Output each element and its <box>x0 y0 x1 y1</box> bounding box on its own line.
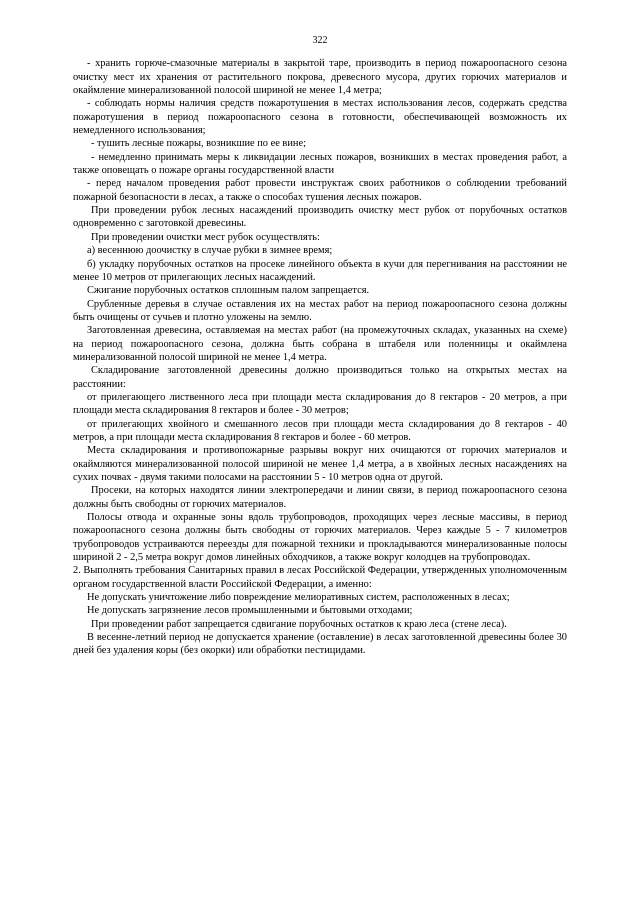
paragraph-item-a: а) весеннюю доочистку в случае рубки в зимнее время; <box>87 245 333 257</box>
paragraph-pollution: Не допускать загрязнение лесов промышленными и бытовыми отходами; <box>87 605 413 617</box>
paragraph-residue-shifting: При проведении работ запрещается сдвигание порубочных остатков к краю леса (стене леса). <box>91 618 507 630</box>
paragraph-pipelines: Полосы отвода и охранные зоны вдоль трубопроводов, проходящих через лесные массивы, в период пожароопасного сезона должны быть свободны от горючих материалов. Через каждые 5 - 7 километров трубопроводов устраиваются переезды для пожарной техники и прокладываются минерализованные полосы шириной 2 - 2,5 метра вокруг домов линейных обходчиков, а также вокруг колодцев на трубопроводах. <box>73 512 567 564</box>
paragraph-felled-trees: Срубленные деревья в случае оставления их на местах работ на период пожароопасного сезона должны быть очищены от сучьев и плотно уложены на землю. <box>73 298 567 323</box>
paragraph-melioration: Не допускать уничтожение либо повреждение мелиоративных систем, расположенных в лесах; <box>87 592 510 604</box>
paragraph-cutting-cleanup: При проведении рубок лесных насаждений производить очистку мест рубок от порубочных остатков одновременно с заготовкой древесины. <box>73 205 567 230</box>
paragraph-wood-storage-summer: В весенне-летний период не допускается хранение (оставление) в лесах заготовленной древесины более 30 дней без удаления коры (без окорки) или обработки пестицидами. <box>73 632 567 657</box>
paragraph-cleanup-steps: При проведении очистки мест рубок осуществлять: <box>91 231 320 243</box>
paragraph-extinguish-fires: - тушить лесные пожары, возникшие по ее вине; <box>91 138 306 150</box>
paragraph-conifer-distance: от прилегающих хвойного и смешанного лесов при площади места складирования до 8 гектаров - 40 метров, а при площади места складирования 8 гектаров и более - 60 метров. <box>73 418 567 443</box>
paragraph-harvested-wood: Заготовленная древесина, оставляемая на местах работ (на промежуточных складах, указанных на схеме) на период пожароопасного сезона, должна быть собрана в штабеля или поленницы и окаймлена минерализованной полосой шириной не менее 1,4 метра. <box>73 325 567 363</box>
paragraph-immediate-measures: - немедленно принимать меры к ликвидации лесных пожаров, возникших в местах проведения работ, а также оповещать о пожаре органы государственной власти <box>73 151 567 177</box>
page-number: 322 <box>312 35 328 46</box>
paragraph-sanitary-rules: 2. Выполнять требования Санитарных правил в лесах Российской Федерации, утвержденных уполномоченным органом государственной власти Российской Федерации, а именно: <box>73 565 567 590</box>
paragraph-burning-ban: Сжигание порубочных остатков сплошным палом запрещается. <box>87 285 370 297</box>
paragraph-storage-distance: Складирование заготовленной древесины должно производиться только на открытых местах на расстоянии: <box>73 365 567 390</box>
paragraph-extinguishing-means: - соблюдать нормы наличия средств пожаротушения в местах использования лесов, содержать средства пожаротушения в период пожароопасного сезона в готовности, обеспечивающей возможность их немедленного использования; <box>73 98 567 137</box>
paragraph-fuel-storage: - хранить горюче-смазочные материалы в закрытой таре, производить в период пожароопасного сезона очистку мест их хранения от растительного покрова, древесного мусора, других горючих материалов и окаймление минерализованной полосой шириной не менее 1,4 метра; <box>73 58 567 97</box>
paragraph-deciduous-distance: от прилегающего лиственного леса при площади места складирования до 8 гектаров - 20 метров, а при площади места складирования 8 гектаров и более - 30 метров; <box>73 391 567 417</box>
paragraph-item-b: б) укладку порубочных остатков на просеке линейного объекта в кучи для перегнивания на расстоянии не менее 10 метров от прилегающих лесных насаждений. <box>73 258 567 283</box>
paragraph-instruction: - перед началом проведения работ провести инструктаж своих работников о соблюдении требований пожарной безопасности в лесах, а также о способах тушения лесных пожаров. <box>73 178 567 203</box>
document-page <box>73 34 567 658</box>
paragraph-storage-sites: Места складирования и противопожарные разрывы вокруг них очищаются от горючих материалов и окаймляются минерализованной полосой шириной не менее 1,4 метра, а в хвойных лесных насаждениях на сухих почвах - двумя такими полосами на расстоянии 5 - 10 метров одна от другой. <box>73 445 567 483</box>
paragraph-power-lines: Просеки, на которых находятся линии электропередачи и линии связи, в период пожароопасного сезона должны быть свободны от горючих материалов. <box>73 485 567 510</box>
